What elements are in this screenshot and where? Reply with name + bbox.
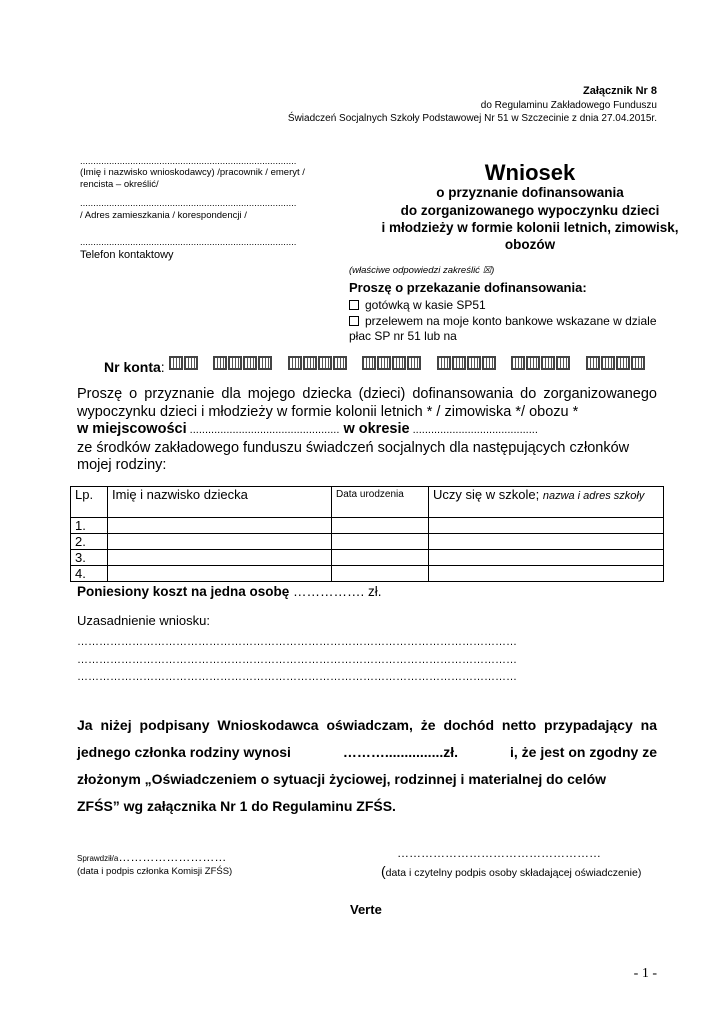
table-row[interactable]: 3. — [71, 550, 664, 566]
title-line-1: o przyznanie dofinansowania — [436, 185, 624, 200]
payment-option-transfer-line2: płac SP nr 51 lub na — [349, 329, 457, 343]
applicant-name-hint: (Imię i nazwisko wnioskodawcy) /pracownik / emeryt / — [80, 167, 305, 178]
title-line-4: obozów — [504, 237, 556, 252]
verte-label: Verte — [350, 902, 382, 917]
address-hint: / Adres zamieszkania / korespondencji / — [80, 210, 247, 221]
table-header-row — [71, 487, 664, 518]
form-title: Wniosek — [484, 160, 576, 185]
applicant-name-hint-2: rencista – określić/ — [80, 179, 159, 190]
col-lp: Lp. — [71, 487, 108, 518]
table-row[interactable]: 2. — [71, 534, 664, 550]
phone-hint: Telefon kontaktowy — [80, 249, 174, 261]
table-row[interactable]: 4. — [71, 566, 664, 582]
annex-ref-line1: do Regulaminu Zakładowego Funduszu — [480, 100, 657, 111]
justification-line[interactable]: ………………………………………………………………………………………………………… — [77, 671, 517, 683]
phone-dots: .................................................................................. — [80, 237, 297, 248]
applicant-signature-hint: (data i czytelny podpis osoby składającej oświadczenie) — [381, 863, 642, 879]
payment-option-transfer-label: przelewem na moje konto bankowe wskazane w dziale — [365, 314, 657, 328]
justification-label: Uzasadnienie wniosku: — [77, 613, 210, 628]
account-number-boxes[interactable] — [169, 356, 656, 375]
cost-line: Poniesiony koszt na jedna osobę ……………. zł. — [77, 584, 382, 599]
checked-by-hint: (data i podpis członka Komisji ZFŚS) — [77, 866, 233, 877]
applicant-name-dots: .................................................................................. — [80, 156, 297, 167]
request-line-4: ze środków zakładowego funduszu świadczeń socjalnych dla następujących członków — [77, 439, 630, 456]
applicant-signature-dots[interactable]: …………………………………………… — [397, 846, 601, 860]
checked-by: Sprawdził/a……………………… — [77, 850, 227, 864]
payment-heading: Proszę o przekazanie dofinansowania: — [349, 280, 587, 295]
payment-option-transfer[interactable] — [349, 314, 657, 328]
declaration-line-3: złożonym „Oświadczeniem o sytuacji życiowej, rodzinnej i materialnej do celów — [77, 771, 607, 787]
checkbox-icon[interactable] — [349, 316, 359, 326]
title-line-3: i młodzieży w formie kolonii letnich, zimowisk, — [381, 220, 679, 235]
justification-line[interactable]: ………………………………………………………………………………………………………… — [77, 636, 517, 648]
col-name: Imię i nazwisko dziecka — [108, 487, 332, 518]
request-line-2: wypoczynku dzieci i młodzieży w formie kolonii letnich * / zimowiska */ obozu * — [77, 403, 579, 420]
col-school: Uczy się w szkole; nazwa i adres szkoły — [429, 487, 664, 518]
justification-line[interactable]: ………………………………………………………………………………………………………… — [77, 654, 517, 666]
title-line-2: do zorganizowanego wypoczynku dzieci — [400, 203, 660, 218]
checkbox-note: (właściwe odpowiedzi zakreślić ☒) — [349, 265, 495, 276]
annex-ref-line2: Świadczeń Socjalnych Szkoły Podstawowej Nr 51 w Szczecinie z dnia 27.04.2015r. — [287, 113, 657, 124]
page-number: - 1 - — [633, 966, 657, 981]
address-dots: .................................................................................. — [80, 198, 297, 209]
request-paragraph — [77, 386, 657, 475]
request-line-1: Proszę o przyznanie dla mojego dziecka (dzieci) dofinansowania do zorganizowanego — [77, 386, 657, 402]
payment-option-cash[interactable] — [349, 298, 486, 312]
col-birthdate: Data urodzenia — [332, 487, 429, 518]
account-label: Nr konta: — [104, 359, 165, 375]
table-row[interactable]: 1. — [71, 518, 664, 534]
declaration-line-4: ZFŚS” wg załącznika Nr 1 do Regulaminu ZFŚS. — [77, 798, 396, 814]
declaration-line-1: Ja niżej podpisany Wnioskodawca oświadczam, że dochód netto przypadający na — [77, 717, 657, 733]
annex-label: Załącznik Nr 8 — [583, 85, 657, 97]
request-line-3: w miejscowości ................................................. w okresie ......................................... — [77, 421, 538, 437]
payment-option-cash-label: gotówką w kasie SP51 — [365, 298, 486, 312]
checkbox-icon[interactable] — [349, 300, 359, 310]
children-table — [70, 486, 664, 582]
declaration — [77, 712, 657, 820]
declaration-line-2: jednego członka rodziny wynosi ………...............zł. i, że jest on zgodny ze — [77, 744, 657, 760]
request-line-5: mojej rodziny: — [77, 457, 167, 473]
